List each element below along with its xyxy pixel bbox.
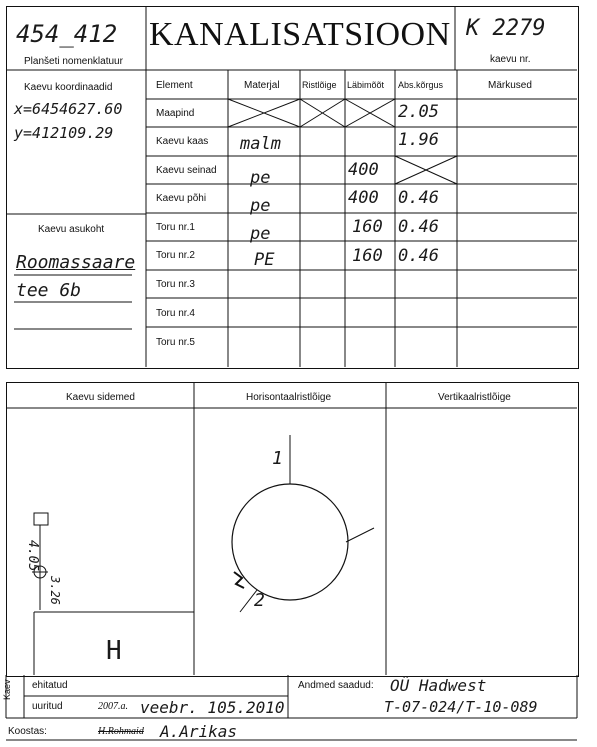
row-elevation: 2.05: [398, 102, 439, 122]
row-diameter: 160: [352, 246, 383, 266]
author-label: Koostas:: [8, 726, 47, 737]
row-diameter: 400: [348, 188, 379, 208]
row-element: Toru nr.2: [156, 250, 195, 261]
data-source-ref: T-07-024/T-10-089: [384, 698, 538, 716]
row-material: pe: [250, 168, 271, 188]
row-diameter: 400: [348, 160, 379, 180]
surveyed-label: uuritud: [32, 701, 63, 712]
row-elevation: 0.46: [398, 246, 439, 266]
author-signature: A.Arikas: [160, 722, 238, 741]
year-label: 2007.a.: [98, 701, 128, 712]
row-element: Toru nr.1: [156, 222, 195, 233]
row-material: pe: [250, 224, 271, 244]
page-title: KANALISATSIOON: [149, 16, 451, 53]
coords-label: Kaevu koordinaadid: [24, 82, 113, 93]
kaev-label: Kaev: [2, 679, 12, 700]
col-header-material: Materjal: [244, 80, 280, 91]
row-element: Toru nr.4: [156, 308, 195, 319]
location-line1: Roomassaare: [16, 252, 136, 273]
tie-distance-2: 3.26: [48, 576, 62, 605]
row-element: Maapind: [156, 108, 195, 119]
col-header-notes: Märkused: [488, 80, 532, 91]
row-element: Kaevu kaas: [156, 136, 209, 147]
sheet-label: Planšeti nomenklatuur: [24, 56, 123, 67]
col-header-element: Element: [156, 80, 193, 91]
h-mark: H: [106, 636, 122, 666]
data-source-label: Andmed saadud:: [298, 680, 374, 691]
row-diameter: 160: [352, 217, 383, 237]
well-number: K 2279: [466, 16, 546, 41]
coord-x: x=6454627.60: [14, 100, 123, 118]
pipe-label-2: 2: [254, 590, 265, 611]
row-elevation: 0.46: [398, 188, 439, 208]
row-material: PE: [254, 250, 275, 270]
coord-y: y=412109.29: [14, 124, 114, 142]
survey-date: veebr. 105.2010: [140, 698, 285, 717]
row-element: Toru nr.3: [156, 279, 195, 290]
col-header-crosssection: Ristlõige: [302, 80, 337, 90]
row-material: malm: [240, 134, 281, 154]
row-element: Toru nr.5: [156, 337, 195, 348]
pipe-label-1: 1: [272, 448, 283, 469]
built-label: ehitatud: [32, 680, 68, 691]
row-material: pe: [250, 196, 271, 216]
lower-col1-label: Kaevu sidemed: [66, 392, 135, 403]
sheet-code: 454_412: [16, 20, 118, 48]
lower-col3-label: Vertikaalristlõige: [438, 392, 511, 403]
row-element: Kaevu seinad: [156, 165, 217, 176]
author-struck: H.Rohmaid: [98, 726, 144, 737]
row-elevation: 1.96: [398, 130, 439, 150]
location-label: Kaevu asukoht: [38, 224, 105, 235]
row-elevation: 0.46: [398, 217, 439, 237]
lower-col2-label: Horisontaalristlõige: [246, 392, 332, 403]
location-line2: tee 6b: [16, 280, 82, 301]
row-element: Kaevu põhi: [156, 193, 207, 204]
col-header-diameter: Läbimõõt: [347, 80, 385, 90]
col-header-elevation: Abs.kõrgus: [398, 80, 444, 90]
data-source-company: OÜ Hadwest: [390, 676, 487, 695]
tie-distance-1: 4.05: [25, 540, 40, 572]
well-label: kaevu nr.: [490, 54, 531, 65]
